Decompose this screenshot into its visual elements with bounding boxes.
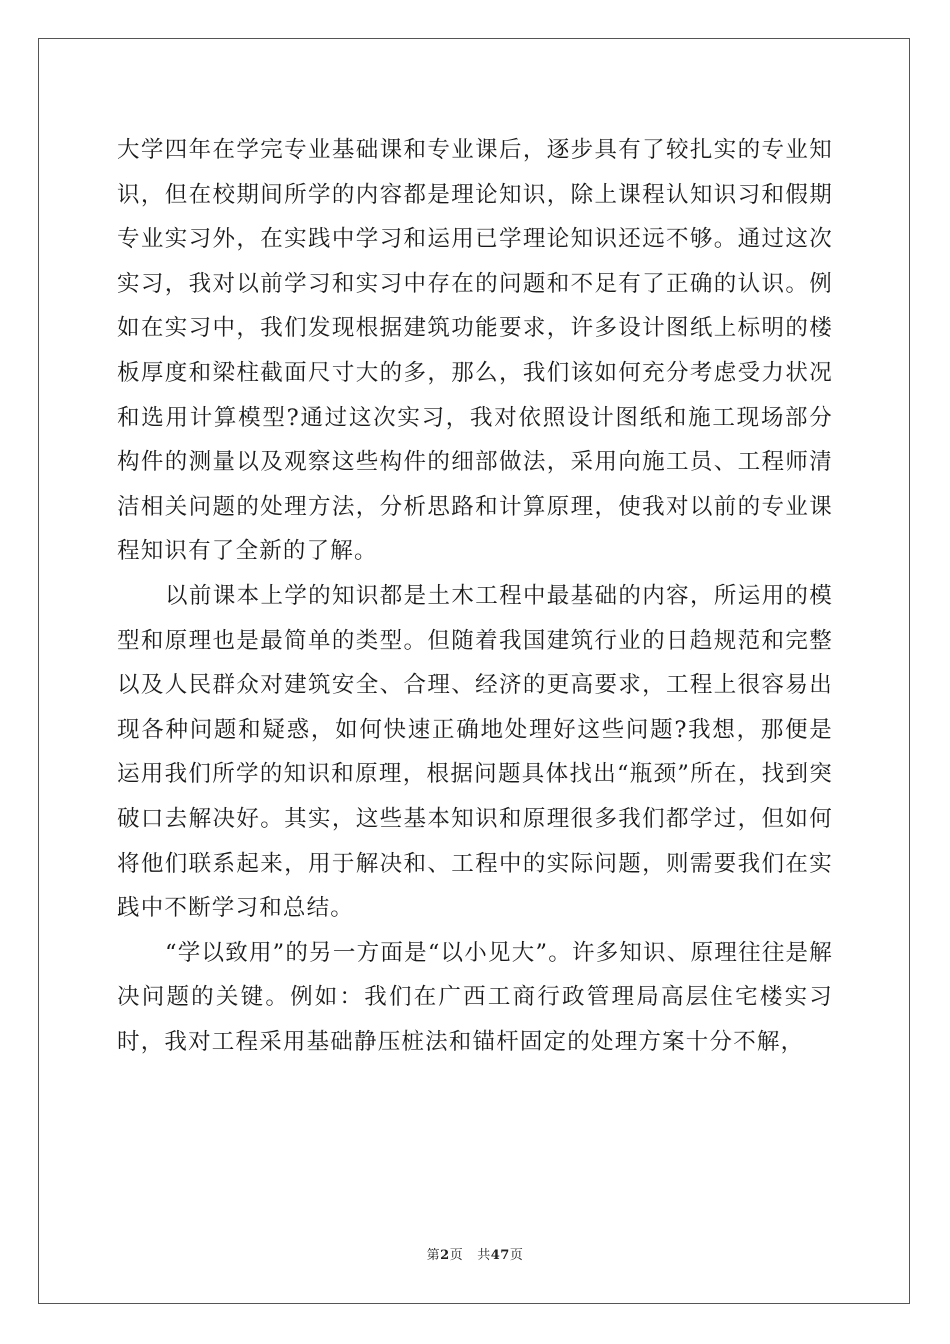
paragraph-3: “学以致用”的另一方面是“以小见大”。许多知识、原理往往是解决问题的关键。例如：我们在广西工商行政管理局高层住宅楼实习时，我对工程采用基础静压桩法和锚杆固定的处理方案十分不解， [117, 939, 833, 1055]
total-suffix: 页 [509, 1248, 524, 1263]
total-prefix: 共 [477, 1248, 491, 1263]
paragraph-2: 以前课本上学的知识都是土木工程中最基础的内容，所运用的模型和原理也是最简单的类型。但随着我国建筑行业的日趋规范和完整以及人民群众对建筑安全、合理、经济的更高要求，工程上很容易出现各种问题和疑惑，如何快速正确地处理好这些问题?我想，那便是运用我们所学的知识和原理，根据问题具体找出“瓶颈”所在，找到突破口去解决好。其实，这些基本知识和原理很多我们都学过，但如何将他们联系起来，用于解决和、工程中的实际问题，则需要我们在实践中不断学习和总结。 [117, 582, 833, 922]
page-suffix: 页 [449, 1248, 464, 1263]
total-pages: 47 [490, 1248, 510, 1263]
page-footer [0, 1244, 950, 1263]
paragraph-1: 大学四年在学完专业基础课和专业课后，逐步具有了较扎实的专业知识，但在校期间所学的内容都是理论知识，除上课程认知识习和假期专业实习外，在实践中学习和运用已学理论知识还远不够。通过这次实习，我对以前学习和实习中存在的问题和不足有了正确的认识。例如在实习中，我们发现根据建筑功能要求，许多设计图纸上标明的楼板厚度和梁柱截面尺寸大的多，那么，我们该如何充分考虑受力状况和选用计算模型?通过这次实习，我对依照设计图纸和施工现场部分构件的测量以及观察这些构件的细部做法，采用向施工员、工程师清洁相关问题的处理方法，分析思路和计算原理，使我对以前的专业课程知识有了全新的了解。 [117, 137, 833, 565]
page-number: 2 [440, 1248, 450, 1263]
page-prefix: 第 [426, 1248, 441, 1263]
document-body [117, 128, 833, 1064]
